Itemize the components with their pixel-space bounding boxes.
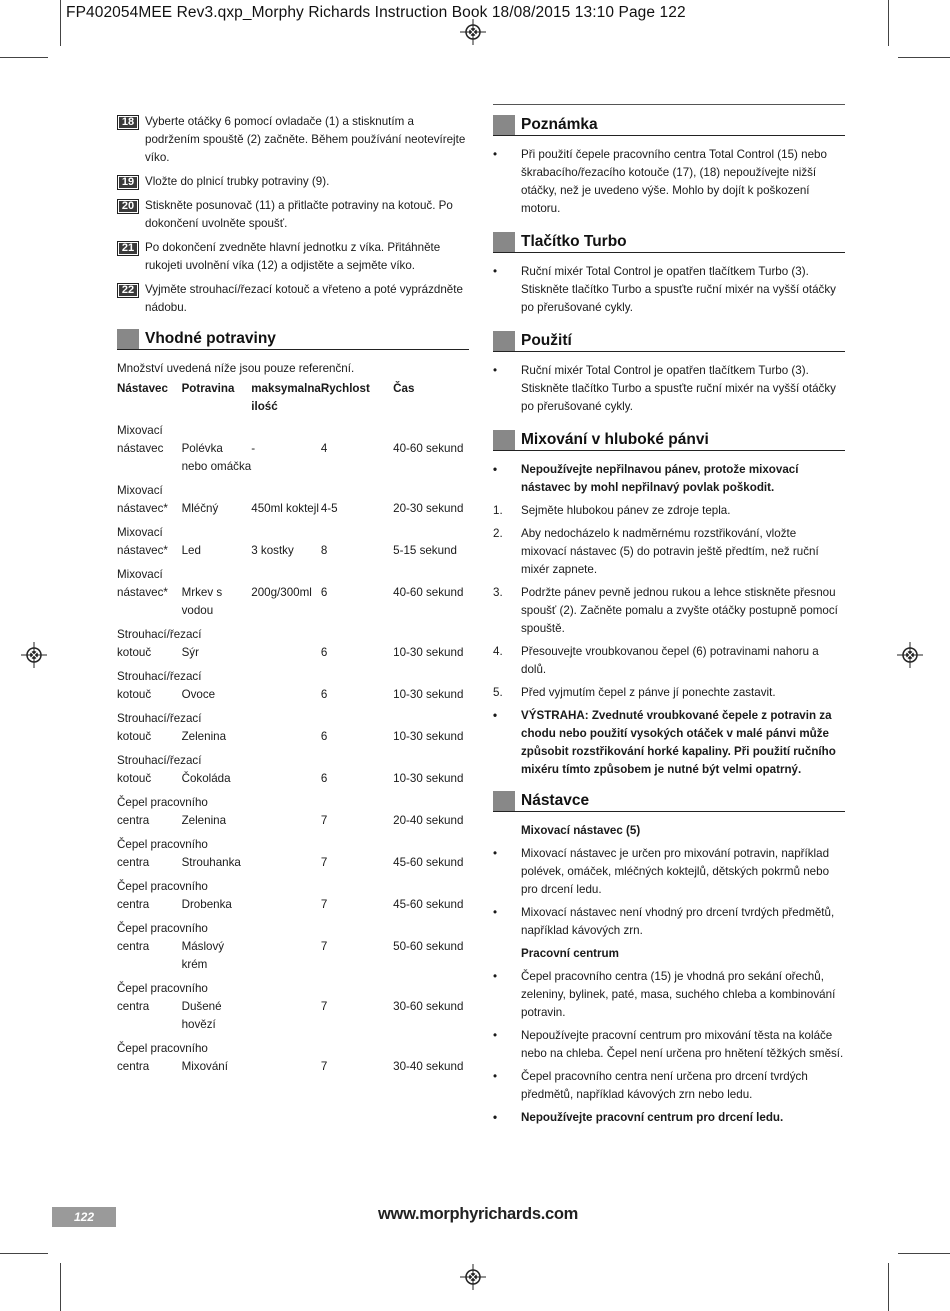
step-number: 5. <box>493 686 503 699</box>
table-row <box>117 938 469 974</box>
attachment-cell: Mixovací <box>117 526 163 539</box>
attachment-cell: Čepel pracovního <box>117 838 208 851</box>
time-cell: 45-60 sekund <box>393 898 464 911</box>
step-number: 2. <box>493 527 503 540</box>
step-number: 4. <box>493 645 503 658</box>
step-19 <box>117 173 469 191</box>
step-text: Vyjměte strouhací/řezací kotouč a vřeteno a poté vyprázdněte nádobu. <box>145 283 463 314</box>
step-number: 18 <box>117 115 139 130</box>
table-header-row <box>117 380 469 416</box>
quantity-cell <box>251 854 321 872</box>
crop-mark <box>60 0 61 46</box>
speed-cell: 8 <box>320 544 328 557</box>
section-turbo-heading <box>493 232 845 253</box>
crop-mark <box>898 57 950 58</box>
turbo-item: • Ruční mixér Total Control je opatřen tlačítkem Turbo (3). Stiskněte tlačítko Turbo a spusťte ruční mixér na vyšší otáčky po přerušované cykly. <box>493 265 836 314</box>
quantity-cell <box>251 686 321 704</box>
quantity-cell: 3 kostky <box>251 544 294 557</box>
section-title: Tlačítko Turbo <box>521 233 627 250</box>
usage-item: • Ruční mixér Total Control je opatřen tlačítkem Turbo (3). Stiskněte tlačítko Turbo a spusťte ruční mixér na vyšší otáčky po přerušované cykly. <box>493 364 836 413</box>
section-foods-heading <box>117 329 469 350</box>
table-header-cell: Rychlost <box>320 382 370 395</box>
table-row <box>117 920 469 938</box>
attachment-cell: nástavec* <box>117 544 168 557</box>
pan-step: 4. Přesouvejte vroubkovanou čepel (6) potravinami nahoru a dolů. <box>493 645 819 676</box>
bullet: • <box>493 265 498 278</box>
table-row <box>117 752 469 770</box>
step-number: 1. <box>493 504 503 517</box>
quantity-cell: - <box>251 442 256 455</box>
pan-warning-bottom: • VÝSTRAHA: Zvednuté vroubkované čepele z potravin za chodu nebo použití vysokých otáček v malé pánvi může způsobit rozstřikování horké kapaliny. Při použití ručního mixéru tímto způsobem je nutné být velmi opatrný. <box>493 709 836 776</box>
registration-mark-icon <box>460 19 486 45</box>
attachment-cell: Čepel pracovního <box>117 880 208 893</box>
right-column <box>493 115 845 1132</box>
step-text: Vložte do plnicí trubky potraviny (9). <box>145 175 330 188</box>
section-usage-heading <box>493 331 845 352</box>
table-row <box>117 686 469 704</box>
table-row <box>117 422 469 440</box>
food-cell: Zelenina <box>181 730 227 743</box>
foods-table <box>117 380 469 1076</box>
pan-step: 1. Sejměte hlubokou pánev ze zdroje tepla. <box>493 502 845 520</box>
quantity-cell: 450ml koktejl <box>251 502 319 515</box>
time-cell: 10-30 sekund <box>393 730 464 743</box>
speed-cell: 7 <box>320 940 328 953</box>
heading-block <box>493 232 515 252</box>
table-row <box>117 770 469 788</box>
time-cell: 30-60 sekund <box>393 1000 464 1013</box>
table-body <box>117 416 469 1076</box>
table-row <box>117 668 469 686</box>
time-cell: 45-60 sekund <box>393 856 464 869</box>
table-row <box>117 644 469 662</box>
speed-cell: 6 <box>320 586 328 599</box>
attachment-cell: Strouhací/řezací <box>117 712 202 725</box>
attachment-cell: Čepel pracovního <box>117 922 208 935</box>
attachment-cell: centra <box>117 1000 150 1013</box>
heading-block <box>117 329 139 349</box>
crop-mark <box>60 1263 61 1311</box>
pan-step: 5. Před vyjmutím čepel z pánve jí ponechte zastavit. <box>493 684 845 702</box>
attachment-item: • Mixovací nástavec je určen pro mixování potravin, například polévek, omáček, mléčných koktejlů, dětských pokrmů nebo pro drcení ledu. <box>493 847 830 896</box>
table-header-cell: maksymalna ilość <box>251 382 321 413</box>
step-number: 21 <box>117 241 139 256</box>
step-text: Stiskněte posunovač (11) a přitlačte potraviny na kotouč. Po dokončení uvolněte spoušť. <box>145 199 453 230</box>
subheading-work-centre: Pracovní centrum <box>521 947 619 960</box>
attachment-cell: Čepel pracovního <box>117 982 208 995</box>
section-note-heading <box>493 115 845 136</box>
step-20 <box>117 197 469 233</box>
attachment-cell: nástavec* <box>117 586 168 599</box>
food-cell: Mléčný <box>181 502 219 515</box>
time-cell: 40-60 sekund <box>393 586 464 599</box>
registration-mark-icon <box>21 642 47 668</box>
table-header-cell: Nástavec <box>117 382 168 395</box>
bullet: • <box>493 906 498 919</box>
food-cell: Máslový krém <box>181 940 225 971</box>
attachment-cell: Mixovací <box>117 484 163 497</box>
food-cell: Led <box>181 544 201 557</box>
quantity-cell <box>251 812 321 830</box>
attachment-item: • Mixovací nástavec není vhodný pro drcení tvrdých předmětů, například kávových zrn. <box>493 906 835 937</box>
table-row <box>117 878 469 896</box>
pan-warning-top: • Nepoužívejte nepřilnavou pánev, protože mixovací nástavec by mohl nepřilnavý povlak poškodit. <box>493 463 799 494</box>
attachment-cell: nástavec <box>117 442 164 455</box>
time-cell: 40-60 sekund <box>393 442 464 455</box>
speed-cell: 6 <box>320 772 328 785</box>
attachment-cell: kotouč <box>117 772 152 785</box>
crop-mark <box>0 57 48 58</box>
attachment-cell: centra <box>117 940 150 953</box>
bullet: • <box>493 1111 498 1124</box>
step-number: 3. <box>493 586 503 599</box>
pan-step: 3. Podržte pánev pevně jednou rukou a lehce stiskněte přesnou spoušť (2). Začněte pomalu a zvyšte otáčky postupně pomocí spouště. <box>493 586 838 635</box>
page-number: 122 <box>52 1207 116 1227</box>
time-cell: 10-30 sekund <box>393 772 464 785</box>
attachment-item: • Čepel pracovního centra není určena pro drcení tvrdých předmětů, například kávových zrn nebo ledu. <box>493 1070 808 1101</box>
step-text: Po dokončení zvedněte hlavní jednotku z víka. Přitáhněte rukojeti uvolnění víka (12) a odjistěte a sejměte víko. <box>145 241 441 272</box>
food-cell: Sýr <box>181 646 199 659</box>
bullet: • <box>493 970 498 983</box>
time-cell: 5-15 sekund <box>393 544 457 557</box>
step-21 <box>117 239 469 275</box>
table-row <box>117 998 469 1034</box>
quantity-cell <box>251 770 321 788</box>
speed-cell: 7 <box>320 1060 328 1073</box>
table-row <box>117 626 469 644</box>
attachment-final-warning: • Nepoužívejte pracovní centrum pro drcení ledu. <box>493 1109 845 1127</box>
table-row <box>117 500 469 518</box>
attachment-cell: Mixovací <box>117 424 163 437</box>
quantity-cell <box>251 1058 321 1076</box>
food-cell: Mixování <box>181 1060 228 1073</box>
attachment-cell: Čepel pracovního <box>117 796 208 809</box>
speed-cell: 7 <box>320 1000 328 1013</box>
table-row <box>117 584 469 620</box>
attachment-item: • Nepoužívejte pracovní centrum pro mixování těsta na koláče nebo na chleba. Čepel není určena pro hnětení těžkých směsí. <box>493 1029 844 1060</box>
quantity-cell <box>251 938 321 974</box>
food-cell: Polévka nebo omáčka <box>181 442 252 473</box>
subheading-blender: Mixovací nástavec (5) <box>521 824 641 837</box>
attachment-cell: centra <box>117 1060 150 1073</box>
top-rule <box>493 104 845 105</box>
speed-cell: 6 <box>320 646 328 659</box>
foods-intro: Množství uvedená níže jsou pouze referenční. <box>117 362 355 375</box>
heading-block <box>493 115 515 135</box>
speed-cell: 6 <box>320 730 328 743</box>
section-title: Nástavce <box>521 792 590 809</box>
table-row <box>117 794 469 812</box>
quantity-cell: 200g/300ml <box>251 586 312 599</box>
food-cell: Zelenina <box>181 814 227 827</box>
food-cell: Ovoce <box>181 688 216 701</box>
time-cell: 20-30 sekund <box>393 502 464 515</box>
step-number: 20 <box>117 199 139 214</box>
quantity-cell <box>251 644 321 662</box>
pan-step: 2. Aby nedocházelo k nadměrnému rozstřikování, vložte mixovací nástavec (5) do potravin ještě předtím, než ruční mixér zapnete. <box>493 527 819 576</box>
table-row <box>117 1058 469 1076</box>
registration-mark-icon <box>460 1264 486 1290</box>
section-pan-heading <box>493 430 845 451</box>
heading-block <box>493 331 515 351</box>
food-cell: Drobenka <box>181 898 232 911</box>
heading-block <box>493 791 515 811</box>
speed-cell: 4 <box>320 442 328 455</box>
print-header: FP402054MEE Rev3.qxp_Morphy Richards Instruction Book 18/08/2015 13:10 Page 122 <box>66 4 686 21</box>
table-row <box>117 836 469 854</box>
food-cell: Mrkev s vodou <box>181 586 223 617</box>
attachment-cell: centra <box>117 898 150 911</box>
attachment-cell: centra <box>117 856 150 869</box>
section-title: Poznámka <box>521 116 598 133</box>
crop-mark <box>888 0 889 46</box>
attachment-cell: kotouč <box>117 688 152 701</box>
quantity-cell <box>251 728 321 746</box>
note-item: • Při použití čepele pracovního centra Total Control (15) nebo škrabacího/řezacího kotouče (17), (18) nepoužívejte nižší otáčky, než je uvedeno výše. Mohlo by dojít k poškození motoru. <box>493 148 827 215</box>
attachment-cell: Strouhací/řezací <box>117 754 202 767</box>
table-row <box>117 980 469 998</box>
heading-block <box>493 430 515 450</box>
table-row <box>117 896 469 914</box>
time-cell: 50-60 sekund <box>393 940 464 953</box>
bullet: • <box>493 364 498 377</box>
time-cell: 10-30 sekund <box>393 646 464 659</box>
step-22 <box>117 281 469 317</box>
speed-cell: 4-5 <box>320 502 338 515</box>
table-row <box>117 566 469 584</box>
quantity-cell <box>251 896 321 914</box>
attachment-cell: Strouhací/řezací <box>117 670 202 683</box>
food-cell: Čokoláda <box>181 772 231 785</box>
crop-mark <box>888 1263 889 1311</box>
table-row <box>117 710 469 728</box>
section-title: Vhodné potraviny <box>145 330 276 347</box>
bullet: • <box>493 148 498 161</box>
step-number: 22 <box>117 283 139 298</box>
table-row <box>117 812 469 830</box>
table-row <box>117 542 469 560</box>
section-title: Mixování v hluboké pánvi <box>521 431 709 448</box>
table-row <box>117 440 469 476</box>
section-title: Použití <box>521 332 572 349</box>
attachment-cell: Čepel pracovního <box>117 1042 208 1055</box>
time-cell: 20-40 sekund <box>393 814 464 827</box>
table-row <box>117 1040 469 1058</box>
step-text: Vyberte otáčky 6 pomocí ovladače (1) a stisknutím a podržením spouště (2) začněte. Během používání neotevírejte víko. <box>145 115 466 164</box>
crop-mark <box>898 1253 950 1254</box>
brand-url: www.morphyrichards.com <box>378 1205 579 1223</box>
speed-cell: 7 <box>320 856 328 869</box>
table-row <box>117 854 469 872</box>
attachment-cell: nástavec* <box>117 502 168 515</box>
attachment-cell: kotouč <box>117 730 152 743</box>
registration-mark-icon <box>897 642 923 668</box>
attachment-cell: kotouč <box>117 646 152 659</box>
table-header-cell: Potravina <box>181 382 235 395</box>
speed-cell: 7 <box>320 898 328 911</box>
bullet: • <box>493 709 498 722</box>
attachment-cell: Strouhací/řezací <box>117 628 202 641</box>
left-column <box>117 113 469 1076</box>
time-cell: 30-40 sekund <box>393 1060 464 1073</box>
bullet: • <box>493 847 498 860</box>
attachment-item: • Čepel pracovního centra (15) je vhodná pro sekání ořechů, zeleniny, bylinek, paté, masa, suchého chleba a kombinování potravin. <box>493 970 836 1019</box>
attachment-cell: Mixovací <box>117 568 163 581</box>
crop-mark <box>0 1253 48 1254</box>
speed-cell: 7 <box>320 814 328 827</box>
time-cell: 10-30 sekund <box>393 688 464 701</box>
table-row <box>117 482 469 500</box>
food-cell: Dušené hovězí <box>181 1000 222 1031</box>
section-attachments-heading <box>493 791 845 812</box>
bullet: • <box>493 1029 498 1042</box>
table-header-cell: Čas <box>393 382 415 395</box>
step-number: 19 <box>117 175 139 190</box>
table-row <box>117 524 469 542</box>
bullet: • <box>493 1070 498 1083</box>
bullet: • <box>493 463 498 476</box>
food-cell: Strouhanka <box>181 856 241 869</box>
quantity-cell <box>251 998 321 1034</box>
table-row <box>117 728 469 746</box>
speed-cell: 6 <box>320 688 328 701</box>
attachment-cell: centra <box>117 814 150 827</box>
step-18 <box>117 113 469 167</box>
